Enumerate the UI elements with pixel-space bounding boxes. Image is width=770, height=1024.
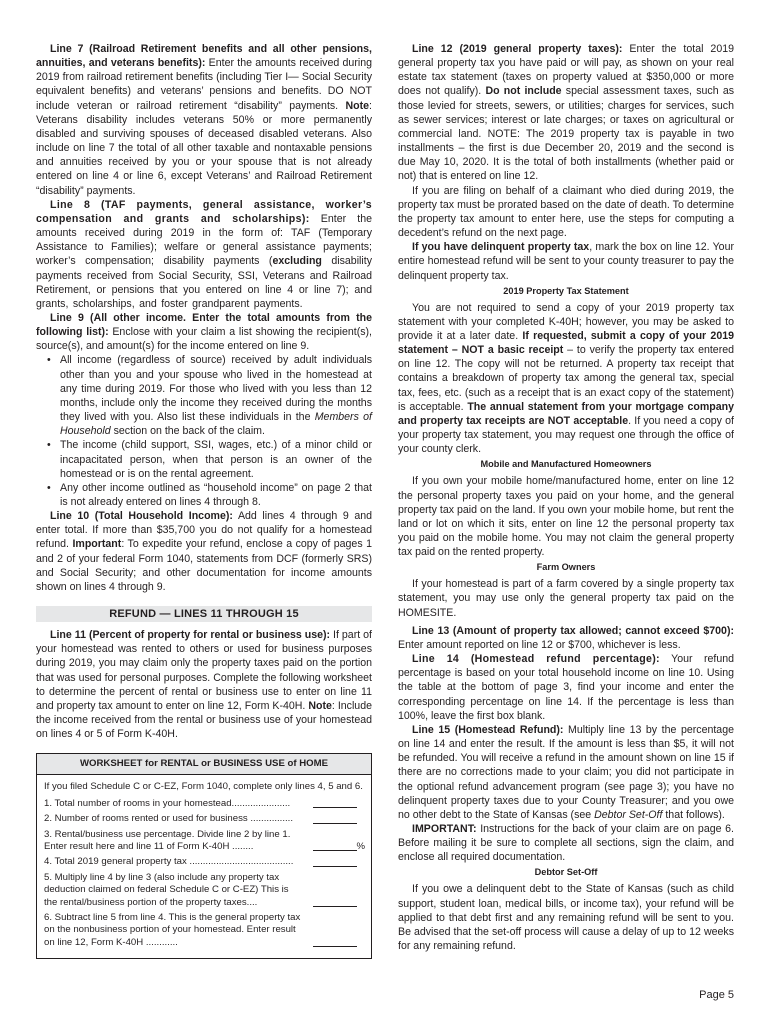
worksheet-line-1: 1. Total number of rooms in your homestead...................... xyxy=(44,798,365,810)
property-tax-statement-heading: 2019 Property Tax Statement xyxy=(503,285,629,296)
entry-blank[interactable] xyxy=(313,866,357,867)
worksheet-line-4: 4. Total 2019 general property tax ....................................... xyxy=(44,856,365,868)
line13-heading: Line 13 (Amount of property tax allowed; cannot exceed $700): xyxy=(412,624,734,637)
worksheet-line-5: 5. Multiply line 4 by line 3 (also include any property tax deduction claimed on federal Schedule C or C-EZ) This is the rental/business portion of the property taxes.... xyxy=(44,872,365,909)
line13-paragraph: Line 13 (Amount of property tax allowed; cannot exceed $700): Enter amount reported on line 12 or $700, whichever is less. xyxy=(398,624,734,651)
line8-heading: Line 8 (TAF payments, general assistance, worker’s compensation and grants and scholarships): xyxy=(36,198,372,225)
worksheet-intro: If you filed Schedule C or C-EZ, Form 1040, complete only lines 4, 5 and 6. xyxy=(44,781,363,793)
entry-blank[interactable] xyxy=(313,850,357,851)
line12-paragraph: Line 12 (2019 general property taxes): Enter the total 2019 general property tax you have paid or will pay, as shown on your real estate tax statement (taxes on property valued at $350,000 or more does not qualify). Do not include special assessment taxes, such as those levied for streets, sewers, or utilities; charges for services, such as sewer services; interest or late charges; or taxes on agricultural or commercial land. NOTE: The 2019 property tax is payable in two installments – the first is due December 20, 2019 and the second is due May 10, 2020. It is the total of both installments (whether paid or not) that is entered on line 12. xyxy=(398,43,735,183)
line9-income-list xyxy=(36,353,372,509)
line9-heading: Line 9 (All other income. Enter the total amounts from the following list): xyxy=(36,311,372,339)
mobile-homeowners-heading: Mobile and Manufactured Homeowners xyxy=(480,459,652,470)
left-column xyxy=(36,42,372,959)
refund-section-header: REFUND — LINES 11 THROUGH 15 xyxy=(36,606,372,622)
entry-blank[interactable] xyxy=(313,946,357,947)
entry-blank[interactable] xyxy=(313,823,357,824)
list-item: • All income (regardless of source) received by adult individuals other than you and your spouse who lived in the homestead at any time during 2019. For those who lived with you less than 12 months, include only the income they received during the months they lived with you. Also list these individuals in the Members of Household section on the back of the claim. xyxy=(36,353,372,438)
deceased-claimant-paragraph: If you are filing on behalf of a claimant who died during 2019, the property tax must be prorated based on the date of death. To determine the property tax amount to enter here, use the steps for computing a decedent’s refund on the next page. xyxy=(398,184,734,240)
farm-owners-paragraph: If your homestead is part of a farm covered by a single property tax statement, you may use only the general property tax paid on the HOMESITE. xyxy=(398,578,734,619)
worksheet-line-6: 6. Subtract line 5 from line 4. This is the general property tax on the nonbusiness portion of your homestead. Enter result on line 12, Form K-40H ............ xyxy=(44,912,365,949)
line10-heading: Line 10 (Total Household Income): xyxy=(50,510,233,523)
entry-blank[interactable] xyxy=(313,807,357,808)
right-column xyxy=(398,42,734,953)
property-tax-statement-paragraph: You are not required to send a copy of your 2019 property tax statement with your completed K-40H; however, you may be asked to provide it at a later date. If requested, submit a copy of your 2019 statement – NOT a basic receipt – to verify the property tax entered on line 12. The copy will not be returned. A property tax receipt that contains a breakdown of property tax among the general tax, special tax, fees, etc. (such as a receipt that is an exact copy of the statement) is acceptable. The annual statement from your mortgage company and property tax receipts are NOT acceptable. If you need a copy of your property tax statement, you may request one through the office of your county clerk. xyxy=(398,301,735,456)
farm-owners-heading: Farm Owners xyxy=(536,562,596,573)
rental-business-worksheet xyxy=(36,753,372,959)
line7-paragraph: Line 7 (Railroad Retirement benefits and all other pensions, annuities, and veterans benefits): Enter the amounts received during 2019 from railroad retirement benefits (including Tier I— Social Security equivalent benefits) and veterans’ pensions and benefits. DO NOT include veteran or railroad retirement “disability” payments. Note: Veterans disability includes veterans 50% or more permanently disabled and surviving spouses of deceased disabled veterans. Also include on line 7 the total of all other taxable and nontaxable pensions and annuities received by you or your spouse that is not already entered on line 4 or line 6, except Veterans’ and Railroad Retirement “disability” payments. xyxy=(36,43,372,197)
entry-blank[interactable] xyxy=(313,906,357,907)
percent-sign: % xyxy=(356,840,365,852)
debtor-setoff-heading: Debtor Set-Off xyxy=(534,867,598,878)
worksheet-title: WORKSHEET for RENTAL or BUSINESS USE of HOME xyxy=(37,754,371,775)
line11-paragraph: Line 11 (Percent of property for rental or business use): If part of your homestead was rented to others or used for business purposes during 2019, you may claim only the property taxes paid on the portion that was used for personal purposes. Complete the following worksheet to determine the percent of rental or business use to enter on line 11 and property tax amount to enter on line 12, Form K-40H. Note: Include the income received from the rental or business use of your homestead on lines 4 or 5 of Form K-40H. xyxy=(36,629,372,741)
worksheet-line-2: 2. Number of rooms rented or used for business ................ xyxy=(44,813,365,825)
line11-heading: Line 11 (Percent of property for rental or business use): xyxy=(50,629,331,642)
worksheet-line-3: 3. Rental/business use percentage. Divide line 2 by line 1. Enter result here and line 11 of Form K-40H ........ % xyxy=(44,828,365,852)
debtor-setoff-paragraph: If you owe a delinquent debt to the State of Kansas (such as child support, student loan, medical bills, or income tax), your refund will be applied to that debt first and any remaining refund will be sent to you. Be advised that the set-off process will cause a delay of up to 12 weeks for any remaining refund. xyxy=(398,883,734,953)
line7-heading: Line 7 (Railroad Retirement benefits and all other pensions, annuities, and veterans benefits): xyxy=(36,43,372,70)
mobile-homeowners-paragraph: If you own your mobile home/manufactured home, enter on line 12 the personal property taxes you paid on your home, and the general property tax paid on the land. If you own your mobile home, but rent the land or lot on which it sits, enter on line 12 the personal property tax you paid on the mobile home. You may not claim the general property tax paid on the rented property. xyxy=(398,475,734,559)
line9-paragraph: Line 9 (All other income. Enter the total amounts from the following list): Enclose with your claim a list showing the recipient(s), source(s), and amount(s) for the income entered on line 9. xyxy=(36,311,372,353)
list-item: • Any other income outlined as “household income” on page 2 that is not already entered on lines 4 through 8. xyxy=(36,481,372,509)
line14-heading: Line 14 (Homestead refund percentage): xyxy=(412,653,660,666)
list-item: • The income (child support, SSI, wages, etc.) of a minor child or incapacitated person, when that person is an owner of the homestead or is on the rental agreement. xyxy=(36,438,372,480)
delinquent-tax-paragraph: If you have delinquent property tax, mark the box on line 12. Your entire homestead refund will be sent to your county treasurer to pay the delinquent property tax. xyxy=(398,241,734,282)
line8-paragraph: Line 8 (TAF payments, general assistance, worker’s compensation and grants and scholarships): Enter the amounts received during 2019 in the form of: TAF (Temporary Assistance to Families); welfare or general assistance payments; worker’s compensation; disability payments (excluding disability payments received from Social Security, SSI, Veterans and Railroad Retirement, or pensions that you entered on line 4 or line 7); and grants, scholarships, and foster grandparent payments. xyxy=(36,198,372,310)
line12-heading: Line 12 (2019 general property taxes): xyxy=(412,43,623,55)
important-paragraph: IMPORTANT: Instructions for the back of your claim are on page 6. Before mailing it be sure to complete all sections, sign the claim, and enclose all required documentation. xyxy=(398,822,734,864)
page-number: Page 5 xyxy=(699,989,734,1001)
line14-paragraph: Line 14 (Homestead refund percentage): Your refund percentage is based on your total household income on line 10. Using the table at the bottom of page 3, find your income and enter the corresponding percentage on line 14. If the percentage is less than 100%, leave the first box blank. xyxy=(398,653,734,722)
line15-heading: Line 15 (Homestead Refund): xyxy=(412,723,564,736)
line10-paragraph: Line 10 (Total Household Income): Add lines 4 through 9 and enter total. If more than $35,700 you do not qualify for a homestead refund. Important: To expedite your refund, enclose a copy of pages 1 and 2 of your federal Form 1040, statements from DCF (formerly SRS) and Social Security; and other documentation for income amounts shown on lines 4 through 9. xyxy=(36,510,372,593)
line15-paragraph: Line 15 (Homestead Refund): Multiply line 13 by the percentage on line 14 and enter the result. If the amount is less than $5, it will not be refunded. You will receive a refund in the amount shown on line 15 if there are no corrections made to your claim; you did not participate in the optional refund advancement program (see page 3); you have no delinquent property taxes due to your County Treasurer; and you owe no other debt to the State of Kansas (see Debtor Set-Off that follows). xyxy=(398,723,734,821)
